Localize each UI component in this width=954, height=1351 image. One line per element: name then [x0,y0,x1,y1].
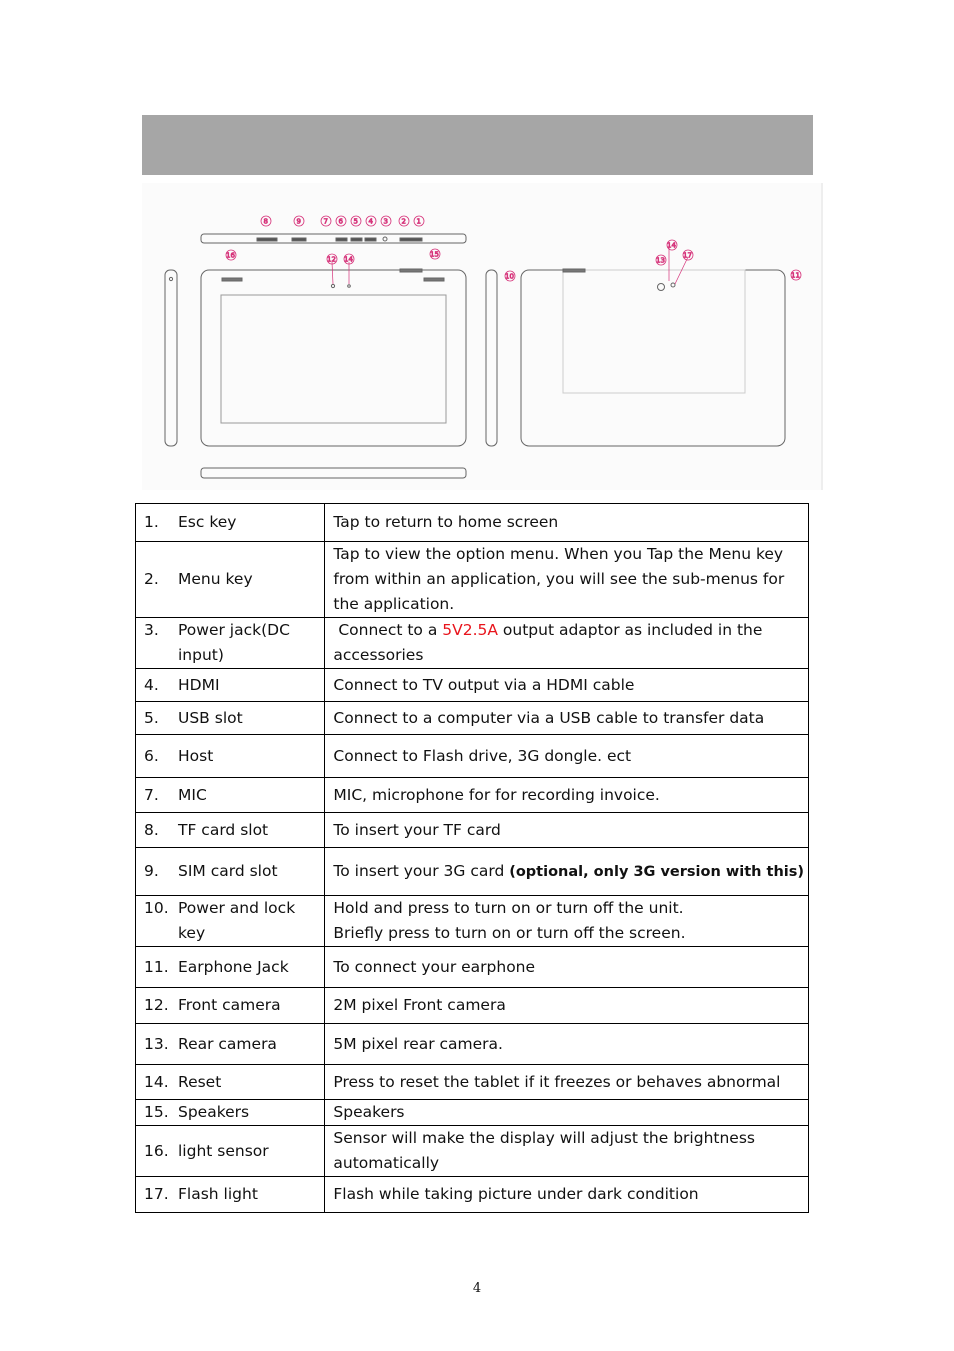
table-row [136,504,809,542]
section-header-band [142,115,813,175]
row-number: 6. [144,746,159,765]
callout-8: 8 [263,217,268,226]
callout-11: 11 [791,271,800,280]
row-name: Power jack(DC input) [178,621,290,664]
row-description: Speakers [325,1100,809,1126]
row-number: 13. [144,1034,169,1053]
callout-13: 13 [656,256,665,265]
table-row [136,947,809,988]
callout-10: 10 [505,272,514,281]
row-number: 16. [144,1141,169,1160]
table-row [136,813,809,848]
row-number: 3. [144,621,159,639]
row-number: 8. [144,820,159,839]
row-description: 5M pixel rear camera. [325,1024,809,1065]
row-description: Connect to a computer via a USB cable to transfer data [325,702,809,735]
table-row [136,618,809,669]
page-number: 4 [472,1281,482,1296]
row-name: Front camera [178,996,281,1014]
callout-7: 7 [323,217,328,226]
table-row [136,735,809,778]
row-description: Press to reset the tablet if it freezes or behaves abnormal [325,1065,809,1100]
row-name: Menu key [178,570,253,588]
row-number: 1. [144,513,159,531]
row-description: To insert your 3G card (optional, only 3G version with this) [325,848,809,896]
callout-9: 9 [296,217,301,226]
row-name: TF card slot [178,820,269,839]
table-row [136,542,809,618]
table-row [136,1100,809,1126]
table-row [136,1065,809,1100]
table-row [136,702,809,735]
row-description: To insert your TF card [325,813,809,848]
row-number: 11. [144,957,169,976]
row-description: Connect to Flash drive, 3G dongle. ect [325,735,809,778]
row-name: Esc key [178,513,237,531]
row-name: Speakers [178,1103,250,1121]
row-description: Hold and press to turn on or turn off the unit. Briefly press to turn on or turn off the screen. [325,896,809,947]
callout-15: 15 [430,250,439,259]
tablet-diagram [142,183,823,490]
table-row [136,896,809,947]
row-number: 17. [144,1185,169,1203]
table-row [136,1177,809,1213]
table-row [136,669,809,702]
row-number: 12. [144,996,169,1014]
voltage-highlight: 5V2.5A [442,621,498,639]
callout-3: 3 [383,217,388,226]
row-number: 5. [144,708,159,727]
row-name: USB slot [178,708,243,727]
callout-16: 16 [226,251,235,260]
callout-5: 5 [353,217,358,226]
row-number: 2. [144,570,159,588]
row-name: HDMI [178,675,220,694]
row-description: 2M pixel Front camera [325,988,809,1024]
row-name: Reset [178,1072,222,1091]
callout-6: 6 [338,217,343,226]
row-description: Connect to TV output via a HDMI cable [325,669,809,702]
row-name: SIM card slot [178,862,278,880]
row-description: Tap to view the option menu. When you Tap the Menu key from within an application, you will see the sub-menus for the application. [325,542,809,618]
row-number: 15. [144,1103,169,1121]
row-description: Sensor will make the display will adjust the brightness automatically [325,1126,809,1177]
row-description: To connect your earphone [325,947,809,988]
row-number: 7. [144,785,159,804]
row-description: MIC, microphone for for recording invoice. [325,778,809,813]
row-name: Flash light [178,1185,258,1203]
row-name: Earphone Jack [178,957,289,976]
feature-table [135,503,809,1213]
callout-12: 12 [327,255,336,264]
row-name: Power and lock key [178,899,296,942]
row-description: Connect to a 5V2.5A output adaptor as included in the accessories [325,618,809,669]
table-row [136,848,809,896]
table-row [136,1024,809,1065]
callout-2: 2 [401,217,406,226]
table-row [136,778,809,813]
callout-17: 17 [683,251,692,260]
row-description: Tap to return to home screen [325,504,809,542]
row-number: 10. [144,899,169,917]
callout-1: 1 [416,217,421,226]
table-row [136,988,809,1024]
row-name: MIC [178,785,207,804]
row-number: 4. [144,675,159,694]
table-row [136,1126,809,1177]
callout-14-back: 14 [667,241,676,250]
row-name: Rear camera [178,1034,277,1053]
row-number: 14. [144,1072,169,1091]
optional-note: (optional, only 3G version with this) [509,863,804,880]
callout-4: 4 [368,217,373,226]
row-number: 9. [144,862,159,880]
row-name: Host [178,746,214,765]
row-description: Flash while taking picture under dark condition [325,1177,809,1213]
callout-14-front: 14 [344,255,353,264]
row-name: light sensor [178,1141,269,1160]
